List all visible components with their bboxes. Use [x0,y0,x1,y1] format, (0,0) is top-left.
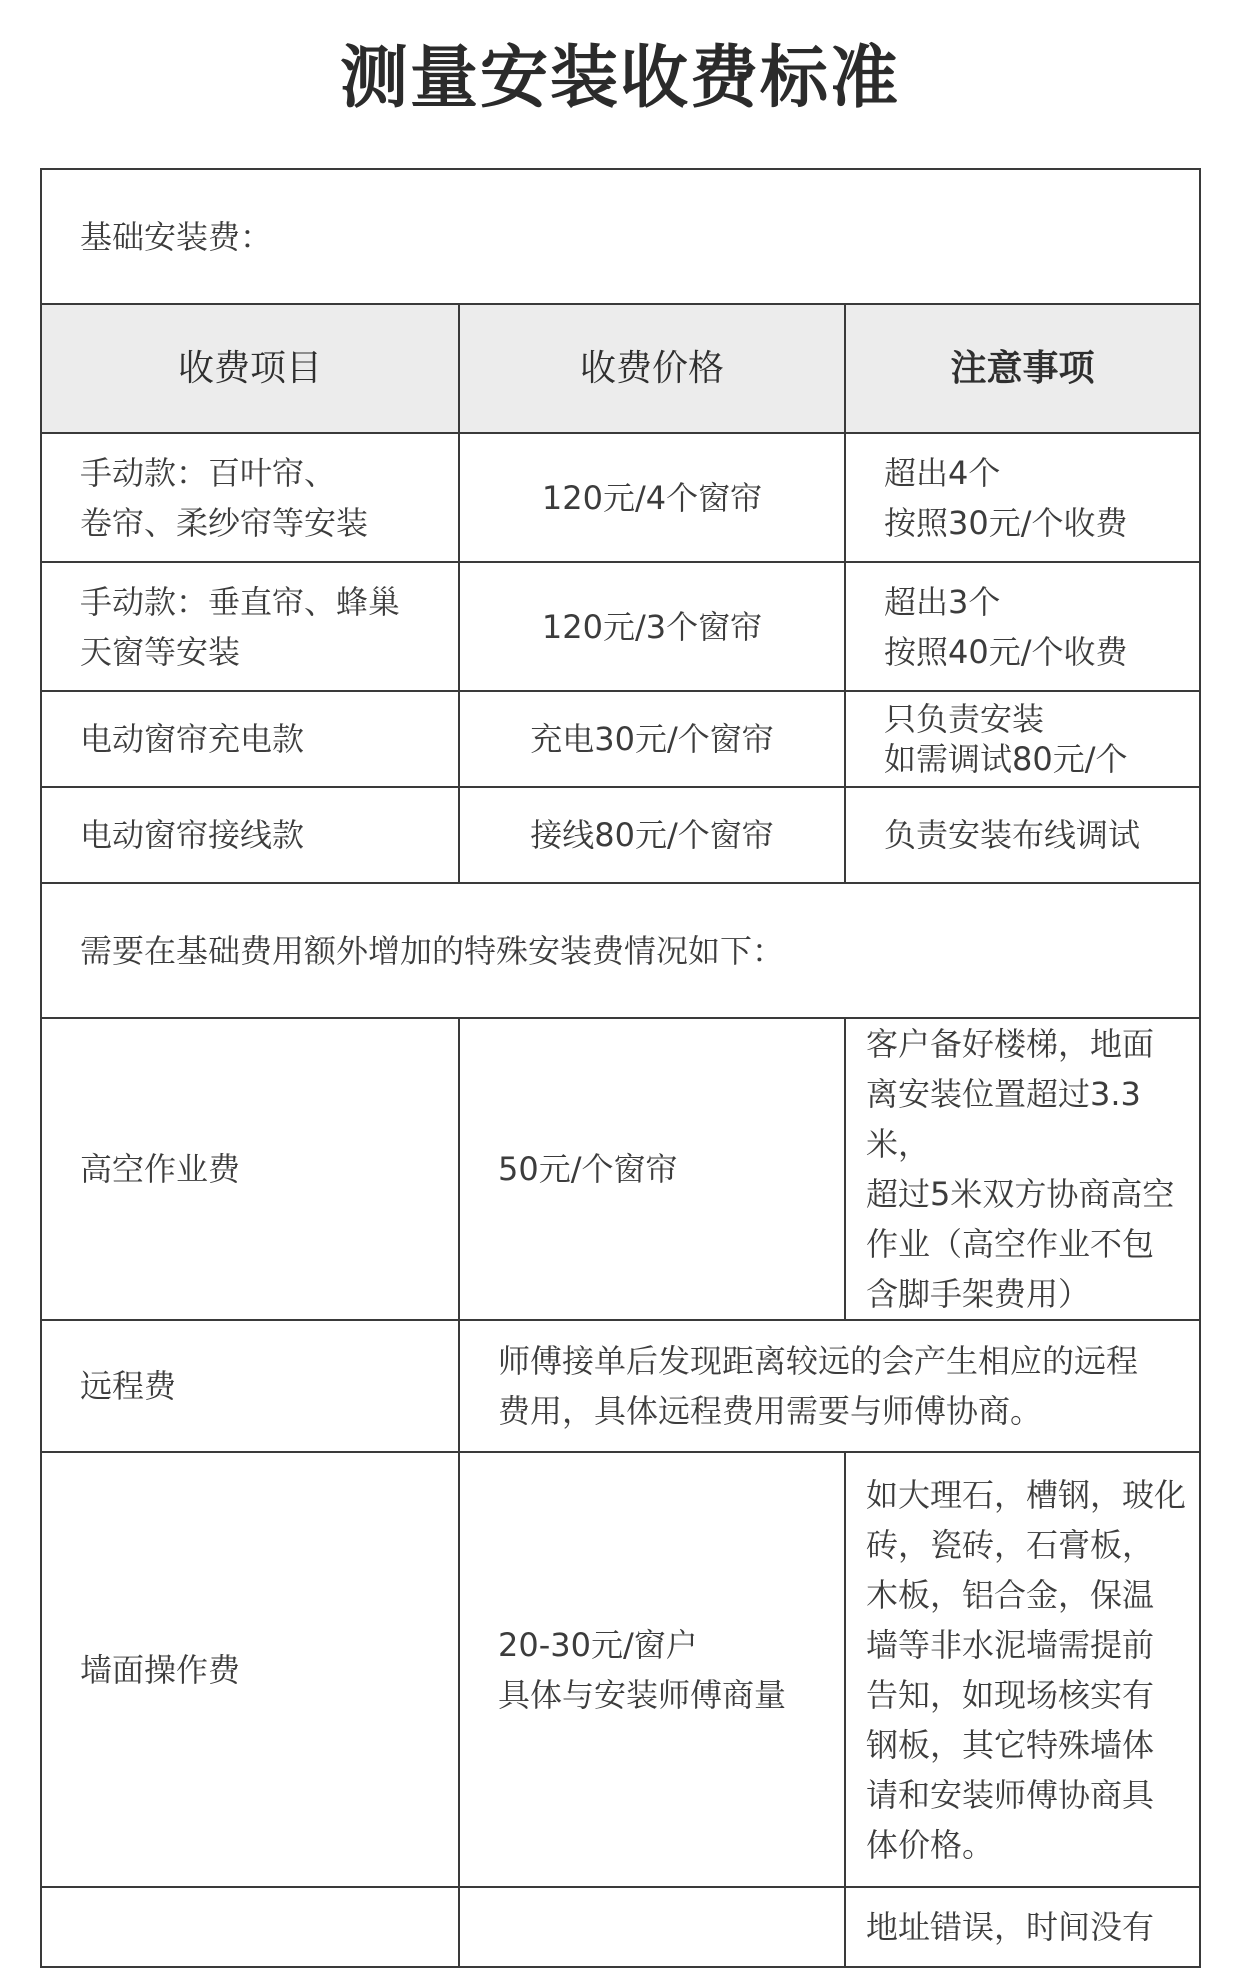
basic-section-row [41,169,1200,304]
table-row [41,787,1200,883]
column-header-price: 收费价格 [459,304,845,433]
fee-item: 手动款：百叶帘、 卷帘、柔纱帘等安装 [41,433,459,562]
fee-item: 墙面操作费 [41,1452,459,1887]
fee-note: 客户备好楼梯，地面 离安装位置超过3.3米， 超过5米双方协商高空 作业（高空作业不包 含脚手架费用） [845,1018,1200,1320]
table-row [41,1320,1200,1452]
fee-note: 负责安装布线调试 [845,787,1200,883]
table-row [41,562,1200,691]
page-title: 测量安装收费标准 [339,39,900,118]
fee-note: 超出4个 按照30元/个收费 [845,433,1200,562]
fee-price: 充电30元/个窗帘 [459,691,845,787]
basic-section-heading: 基础安装费： [41,169,1200,304]
column-header-note: 注意事项 [845,304,1200,433]
fee-item: 手动款：垂直帘、蜂巢 天窗等安装 [41,562,459,691]
table-header-row [41,304,1200,433]
fee-item: 高空作业费 [41,1018,459,1320]
fee-price [459,1887,845,1967]
fee-item [41,1887,459,1967]
fee-item: 远程费 [41,1320,459,1452]
table-row [41,1887,1200,1967]
fee-note: 如大理石，槽钢，玻化 砖，瓷砖，石膏板， 木板，铝合金，保温 墙等非水泥墙需提前 告知，如现场核实有 钢板，其它特殊墙体 请和安装师傅协商具 体价格。 [845,1452,1200,1887]
fee-price: 120元/3个窗帘 [459,562,845,691]
table-row [41,1018,1200,1320]
fee-note: 地址错误，时间没有 [845,1887,1200,1967]
fee-price: 接线80元/个窗帘 [459,787,845,883]
fee-price: 20-30元/窗户 具体与安装师傅商量 [459,1452,845,1887]
fee-note: 超出3个 按照40元/个收费 [845,562,1200,691]
fee-price: 120元/4个窗帘 [459,433,845,562]
special-section-heading: 需要在基础费用额外增加的特殊安装费情况如下： [41,883,1200,1018]
table-row [41,433,1200,562]
table-row [41,1452,1200,1887]
fee-merged-description: 师傅接单后发现距离较远的会产生相应的远程 费用，具体远程费用需要与师傅协商。 [459,1320,1200,1452]
special-section-row [41,883,1200,1018]
fee-table [40,168,1201,1968]
fee-note: 只负责安装 如需调试80元/个 [845,691,1200,787]
table-row [41,691,1200,787]
column-header-item: 收费项目 [41,304,459,433]
fee-item: 电动窗帘充电款 [41,691,459,787]
fee-price: 50元/个窗帘 [459,1018,845,1320]
fee-item: 电动窗帘接线款 [41,787,459,883]
